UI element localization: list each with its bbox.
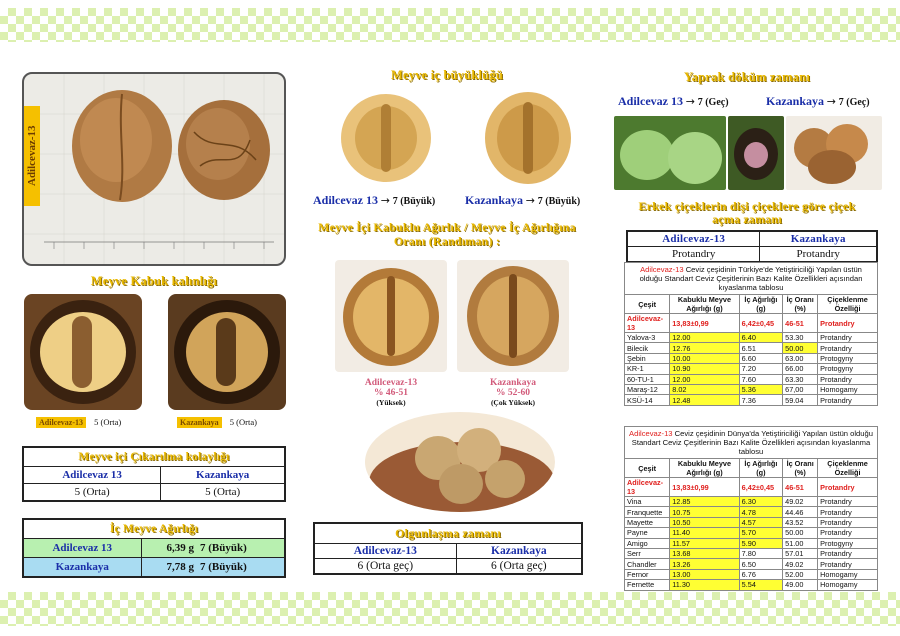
table-cell: Protogyny bbox=[818, 353, 878, 363]
table-cell: 50.00 bbox=[783, 343, 818, 353]
table-cell: 13.68 bbox=[670, 548, 739, 558]
table-header-cell: İç Ağırlığı (g) bbox=[739, 295, 782, 314]
ripening-val-kazankaya: 6 (Orta geç) bbox=[456, 559, 582, 575]
kernel-weight-title: İç Meyve Ağırlığı bbox=[23, 519, 285, 539]
ruler-grid bbox=[24, 74, 284, 264]
size-right-value: 7 (Büyük) bbox=[537, 196, 581, 207]
cracked-walnut-photo-right bbox=[168, 294, 286, 410]
table-cell: 51.00 bbox=[783, 538, 818, 548]
ripening-table bbox=[313, 522, 583, 575]
table-cell: 10.50 bbox=[670, 517, 739, 527]
turkey-table-grid bbox=[624, 294, 878, 406]
flowering-table bbox=[626, 230, 878, 263]
shell-right-tag: Kazankaya bbox=[177, 417, 222, 428]
table-cell: Franquette bbox=[625, 507, 670, 517]
ratio-photo-kazankaya bbox=[457, 260, 569, 372]
table-cell: 4.78 bbox=[739, 507, 782, 517]
table-cell: 49.02 bbox=[783, 559, 818, 569]
table-row bbox=[625, 528, 878, 538]
green-walnuts-photo bbox=[614, 116, 726, 190]
world-table-grid bbox=[624, 458, 878, 591]
extraction-ease-col-kazankaya: Kazankaya bbox=[161, 467, 285, 484]
table-cell: Homogamy bbox=[818, 569, 878, 579]
table-row bbox=[625, 314, 878, 333]
table-cell: Homogamy bbox=[818, 580, 878, 590]
table-row bbox=[625, 559, 878, 569]
size-right-caption bbox=[465, 193, 580, 208]
table-row bbox=[625, 517, 878, 527]
table-cell: KSÜ-14 bbox=[625, 395, 670, 405]
leaf-right-name: Kazankaya bbox=[766, 94, 825, 108]
table-cell: 43.52 bbox=[783, 517, 818, 527]
kernel-weight-row bbox=[23, 539, 285, 558]
table-cell: 67,00 bbox=[783, 384, 818, 394]
table-header-cell: Kabuklu Meyve Ağırlığı (g) bbox=[670, 295, 739, 314]
table-cell: Protogyny bbox=[818, 538, 878, 548]
table-cell: Protandry bbox=[818, 507, 878, 517]
table-cell: 57.01 bbox=[783, 548, 818, 558]
table-cell: Protandry bbox=[818, 497, 878, 507]
table-cell: 6.50 bbox=[739, 559, 782, 569]
table-cell: Payne bbox=[625, 528, 670, 538]
table-cell: KR-1 bbox=[625, 364, 670, 374]
table-cell: 10.75 bbox=[670, 507, 739, 517]
table-cell: Mayette bbox=[625, 517, 670, 527]
table-row bbox=[625, 374, 878, 384]
table-cell: Amigo bbox=[625, 538, 670, 548]
table-cell: 50.00 bbox=[783, 528, 818, 538]
leaf-left-name: Adilcevaz 13 bbox=[618, 94, 683, 108]
extraction-ease-col-adilcevaz: Adilcevaz 13 bbox=[23, 467, 161, 484]
variety-photo-label: Adilcevaz-13 bbox=[24, 106, 40, 206]
table-cell: Maraş-12 bbox=[625, 384, 670, 394]
shell-left-value: 5 (Orta) bbox=[94, 417, 122, 427]
extraction-ease-title: Meyve içi Çıkarılma kolaylığı bbox=[23, 447, 285, 467]
table-cell: 7.60 bbox=[739, 374, 782, 384]
ratio-right-caption bbox=[453, 378, 573, 408]
turkey-table-title-text: Ceviz çeşidinin Türkiye'de Yetiştiriciliği Yapılan üstün olduğu Standart Ceviz Çeşitlerinin Bazı Kalite Özellikleri açısından kıyaslanma tablosu bbox=[639, 265, 863, 292]
table-cell: 5.90 bbox=[739, 538, 782, 548]
table-cell: Protandry bbox=[818, 333, 878, 343]
table-cell: 49.02 bbox=[783, 497, 818, 507]
table-cell: 63.30 bbox=[783, 374, 818, 384]
table-cell: 13,83±0,99 bbox=[670, 478, 739, 497]
table-row bbox=[625, 395, 878, 405]
kernel-size-heading: Meyve iç büyüklüğü bbox=[391, 68, 503, 82]
table-cell: 13.00 bbox=[670, 569, 739, 579]
ripening-col-kazankaya: Kazankaya bbox=[456, 544, 582, 559]
turkey-comparison-table bbox=[624, 262, 878, 406]
ripening-title: Olgunlaşma zamanı bbox=[314, 523, 582, 544]
leaf-right-value: 7 (Geç) bbox=[838, 97, 870, 108]
table-header-cell: İç Oranı (%) bbox=[783, 459, 818, 478]
kernel-weight-row bbox=[23, 558, 285, 578]
table-cell: 12.76 bbox=[670, 343, 739, 353]
table-row bbox=[625, 353, 878, 363]
table-cell: 6,42±0,45 bbox=[739, 314, 782, 333]
bottom-border-pattern bbox=[0, 592, 900, 626]
table-cell: Protandry bbox=[818, 548, 878, 558]
table-cell: 12.00 bbox=[670, 333, 739, 343]
table-row bbox=[625, 333, 878, 343]
yield-ratio-heading: Meyve İçi Kabuklu Ağırlık / Meyve İç Ağırlığına Oranı (Randıman) : bbox=[318, 220, 576, 248]
table-cell: Fernette bbox=[625, 580, 670, 590]
table-cell: Şebin bbox=[625, 353, 670, 363]
kernel-weight-name: Kazankaya bbox=[23, 558, 141, 578]
table-row bbox=[625, 538, 878, 548]
table-cell: 6.76 bbox=[739, 569, 782, 579]
size-right-name: Kazankaya bbox=[465, 193, 524, 207]
size-left-name: Adilcevaz 13 bbox=[313, 193, 378, 207]
kernel-weight-class: 7 (Büyük) bbox=[197, 539, 285, 558]
table-cell: 6,42±0,45 bbox=[739, 478, 782, 497]
table-row bbox=[625, 478, 878, 497]
cracked-walnut-photo-left bbox=[24, 294, 142, 410]
table-cell: Yalova-3 bbox=[625, 333, 670, 343]
table-row bbox=[625, 343, 878, 353]
table-cell: Chandler bbox=[625, 559, 670, 569]
table-cell: 66.00 bbox=[783, 364, 818, 374]
table-cell: Protandry bbox=[818, 374, 878, 384]
shell-left-tag: Adilcevaz-13 bbox=[36, 417, 86, 428]
table-cell: Homogamy bbox=[818, 384, 878, 394]
world-table-title-text: Ceviz çeşidinin Dünya'da Yetiştiriciliği Yapılan üstün olduğu Standart Ceviz Çeşitlerinin Bazı Kalite Özellikleri açısından kıyaslanma tablosu bbox=[631, 429, 873, 456]
ratio-left-pct: % 46-51 bbox=[373, 388, 409, 398]
extraction-ease-val-kazankaya: 5 (Orta) bbox=[161, 484, 285, 502]
leaf-fall-heading: Yaprak döküm zamanı bbox=[683, 70, 811, 84]
table-cell: 6.60 bbox=[739, 353, 782, 363]
table-cell: 6.30 bbox=[739, 497, 782, 507]
table-cell: 59.04 bbox=[783, 395, 818, 405]
shell-left-caption bbox=[36, 417, 121, 427]
leaf-left-value: 7 (Geç) bbox=[697, 97, 729, 108]
ratio-left-class: (Yüksek) bbox=[376, 398, 406, 407]
ratio-left-caption bbox=[331, 378, 451, 408]
walnut-pile-photo bbox=[786, 116, 882, 190]
kernel-photo-adilcevaz bbox=[341, 94, 431, 182]
table-header-cell: İç Oranı (%) bbox=[783, 295, 818, 314]
size-left-caption bbox=[313, 193, 435, 208]
arrow-icon: → bbox=[685, 95, 695, 108]
arrow-icon: → bbox=[826, 95, 836, 108]
table-cell: 6.51 bbox=[739, 343, 782, 353]
table-cell: 6.40 bbox=[739, 333, 782, 343]
table-row bbox=[625, 507, 878, 517]
flowering-heading-line1: Erkek çiçeklerin dişi çiçeklere göre çiçek bbox=[638, 199, 856, 213]
table-cell: 60-TU-1 bbox=[625, 374, 670, 384]
ripening-col-adilcevaz: Adilcevaz-13 bbox=[314, 544, 456, 559]
flowering-col-adilcevaz: Adilcevaz-13 bbox=[627, 231, 760, 247]
table-cell: 7.20 bbox=[739, 364, 782, 374]
kernel-weight-value: 7,78 g bbox=[141, 558, 197, 578]
ratio-left-name: Adilcevaz-13 bbox=[364, 378, 418, 388]
table-cell: Protogyny bbox=[818, 364, 878, 374]
table-header-cell: Çiçeklenme Özelliği bbox=[818, 459, 878, 478]
ripening-val-adilcevaz: 6 (Orta geç) bbox=[314, 559, 456, 575]
table-cell: Serr bbox=[625, 548, 670, 558]
table-cell: Vina bbox=[625, 497, 670, 507]
table-cell: 5.36 bbox=[739, 384, 782, 394]
table-header-cell: Kabuklu Meyve Ağırlığı (g) bbox=[670, 459, 739, 478]
table-cell: Fernor bbox=[625, 569, 670, 579]
walnuts-in-hands-photo bbox=[363, 410, 557, 514]
top-border-pattern bbox=[0, 8, 900, 42]
table-row bbox=[625, 580, 878, 590]
flowering-val-kazankaya: Protandry bbox=[760, 247, 877, 263]
world-table-title-variety: Adilcevaz-13 bbox=[629, 429, 673, 438]
table-header-cell: Çiçeklenme Özelliği bbox=[818, 295, 878, 314]
flowering-val-adilcevaz: Protandry bbox=[627, 247, 760, 263]
table-cell: Protandry bbox=[818, 343, 878, 353]
table-cell: Bilecik bbox=[625, 343, 670, 353]
table-cell: 11.57 bbox=[670, 538, 739, 548]
shell-right-value: 5 (Orta) bbox=[229, 417, 257, 427]
table-cell: 52.00 bbox=[783, 569, 818, 579]
whole-walnut-photo bbox=[22, 72, 286, 266]
world-comparison-table bbox=[624, 426, 878, 591]
table-cell: Protandry bbox=[818, 478, 878, 497]
world-table-title bbox=[624, 426, 878, 458]
table-cell: 63.00 bbox=[783, 353, 818, 363]
table-cell: Adilcevaz-13 bbox=[625, 478, 670, 497]
table-cell: Protandry bbox=[818, 517, 878, 527]
table-cell: Protandry bbox=[818, 395, 878, 405]
table-row bbox=[625, 569, 878, 579]
table-cell: 4.57 bbox=[739, 517, 782, 527]
table-cell: 7.80 bbox=[739, 548, 782, 558]
table-cell: 46-51 bbox=[783, 314, 818, 333]
table-cell: 12.48 bbox=[670, 395, 739, 405]
table-cell: 11.40 bbox=[670, 528, 739, 538]
husk-opening-photo bbox=[728, 116, 784, 190]
table-cell: 46-51 bbox=[783, 478, 818, 497]
arrow-icon: → bbox=[380, 194, 390, 207]
flowering-heading-line2: açma zamanı bbox=[712, 212, 782, 226]
table-cell: 44.46 bbox=[783, 507, 818, 517]
table-cell: 7.36 bbox=[739, 395, 782, 405]
table-cell: 12.00 bbox=[670, 374, 739, 384]
shell-right-caption bbox=[177, 417, 257, 427]
table-cell: 13,83±0,99 bbox=[670, 314, 739, 333]
table-cell: 13.26 bbox=[670, 559, 739, 569]
table-cell: 5.54 bbox=[739, 580, 782, 590]
table-row bbox=[625, 364, 878, 374]
kernel-weight-name: Adilcevaz 13 bbox=[23, 539, 141, 558]
kernel-photo-kazankaya bbox=[485, 92, 571, 184]
table-cell: 5.70 bbox=[739, 528, 782, 538]
ratio-right-name: Kazankaya bbox=[490, 378, 536, 388]
arrow-icon: → bbox=[525, 194, 535, 207]
table-cell: 49.00 bbox=[783, 580, 818, 590]
flowering-heading bbox=[612, 200, 882, 226]
turkey-table-title-variety: Adilcevaz-13 bbox=[640, 265, 684, 274]
table-cell: 10.00 bbox=[670, 353, 739, 363]
table-cell: 11.30 bbox=[670, 580, 739, 590]
kernel-weight-value: 6,39 g bbox=[141, 539, 197, 558]
leaf-left-caption bbox=[618, 94, 729, 109]
leaf-right-caption bbox=[766, 94, 870, 109]
table-cell: Protandry bbox=[818, 559, 878, 569]
left-column bbox=[22, 60, 286, 573]
table-cell: 10.90 bbox=[670, 364, 739, 374]
extraction-ease-table bbox=[22, 446, 286, 502]
table-cell: 8.02 bbox=[670, 384, 739, 394]
kernel-weight-table bbox=[22, 518, 286, 578]
table-cell: Adilcevaz-13 bbox=[625, 314, 670, 333]
size-left-value: 7 (Büyük) bbox=[392, 196, 436, 207]
shell-thickness-heading: Meyve Kabuk kalınlığı bbox=[90, 274, 218, 288]
table-cell: Protandry bbox=[818, 528, 878, 538]
kernel-weight-class: 7 (Büyük) bbox=[197, 558, 285, 578]
table-row bbox=[625, 384, 878, 394]
shell-section bbox=[22, 294, 286, 432]
extraction-ease-val-adilcevaz: 5 (Orta) bbox=[23, 484, 161, 502]
table-cell: 53.30 bbox=[783, 333, 818, 343]
ratio-photo-adilcevaz bbox=[335, 260, 447, 372]
ratio-right-class: (Çok Yüksek) bbox=[490, 398, 536, 407]
flowering-col-kazankaya: Kazankaya bbox=[760, 231, 877, 247]
table-header-cell: İç Ağırlığı (g) bbox=[739, 459, 782, 478]
turkey-table-title bbox=[624, 262, 878, 294]
table-row bbox=[625, 497, 878, 507]
ratio-right-pct: % 52-60 bbox=[495, 388, 531, 398]
table-header-cell: Çeşit bbox=[625, 459, 670, 478]
table-cell: 12.85 bbox=[670, 497, 739, 507]
table-header-cell: Çeşit bbox=[625, 295, 670, 314]
table-cell: Protandry bbox=[818, 314, 878, 333]
table-row bbox=[625, 548, 878, 558]
